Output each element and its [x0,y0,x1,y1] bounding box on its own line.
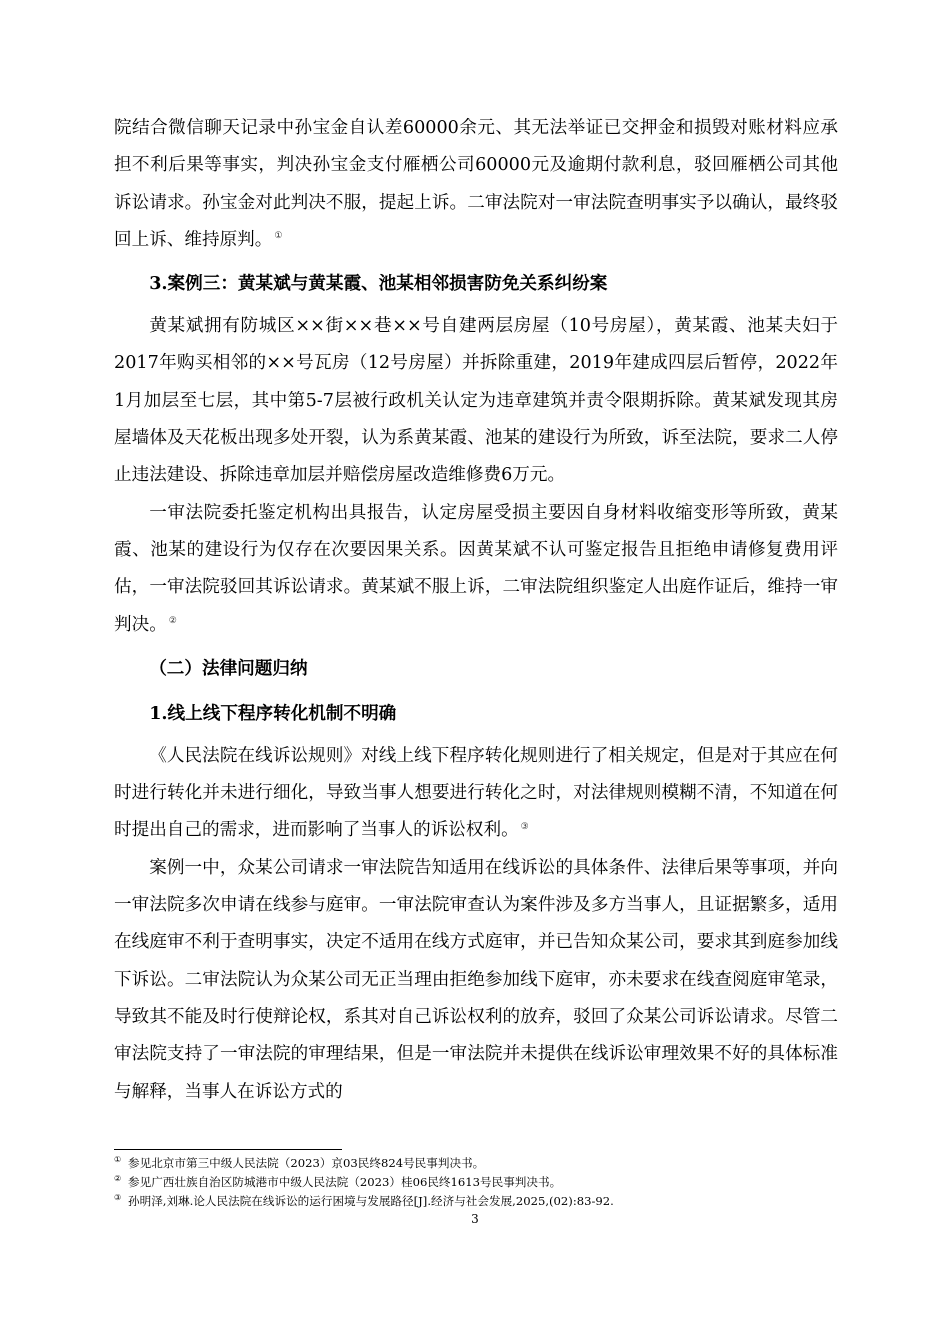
heading-issue-1: 1.线上线下程序转化机制不明确 [149,702,397,724]
page-number: 3 [471,1212,479,1226]
footnote-ref-2[interactable]: ② [168,615,177,626]
footnote-text: 参见北京市第三中级人民法院（2023）京03民终824号民事判决书。 [128,1156,485,1170]
footnote-ref-1[interactable]: ① [274,231,283,242]
footnote-ref-3[interactable]: ③ [520,821,529,832]
heading-case-3: 3.案例三：黄某斌与黄某霞、池某相邻损害防免关系纠纷案 [149,273,608,295]
paragraph-case-3-facts: 黄某斌拥有防城区××街××巷××号自建两层房屋（10号房屋），黄某霞、池某夫妇于2017年购买相邻的××号瓦房（12号房屋）并拆除重建，2019年建成四层后暂停，2022年1月加层至七层，其中第5-7层被行政机关认定为违章建筑并责令限期拆除。黄某斌发现其房屋墙体及天花板出现多处开裂，认为系黄某霞、池某的建设行为所致，诉至法院，要求二人停止违法建设、拆除违章加层并赔偿房屋改造维修费6万元。 [114,316,838,486]
footnote-2: ② 参见广西壮族自治区防城港市中级人民法院（2023）桂06民终1613号民事判决书。 [114,1174,562,1189]
footnotes [114,1154,838,1211]
main-body [114,110,838,1111]
footnote-text: 孙明泽,刘琳.论人民法院在线诉讼的运行困境与发展路径[J].经济与社会发展,2025,(02):83-92. [128,1194,614,1208]
paragraph-case-1-analysis: 案例一中，众某公司请求一审法院告知适用在线诉讼的具体条件、法律后果等事项，并向一审法院多次申请在线参与庭审。一审法院审查认为案件涉及多方当事人，且证据繁多，适用在线庭审不利于查明事实，决定不适用在线方式庭审，并已告知众某公司，要求其到庭参加线下诉讼。二审法院认为众某公司无正当理由拒绝参加线下庭审，亦未要求在线查阅庭审笔录，导致其不能及时行使辩论权，系其对自己诉讼权利的放弃，驳回了众某公司诉讼请求。尽管二审法院支持了一审法院的审理结果，但是一审法院并未提供在线诉讼审理效果不好的具体标准与解释，当事人在诉讼方式的 [114,857,838,1102]
heading-section-2: （二）法律问题归纳 [149,657,308,679]
footnote-3: ③ 孙明泽,刘琳.论人民法院在线诉讼的运行困境与发展路径[J].经济与社会发展,2025,(02):83-92. [114,1193,614,1208]
footnote-text: 参见广西壮族自治区防城港市中级人民法院（2023）桂06民终1613号民事判决书。 [128,1175,562,1189]
footnote-1: ① 参见北京市第三中级人民法院（2023）京03民终824号民事判决书。 [114,1155,485,1170]
paragraph-case-3-judgment: 一审法院委托鉴定机构出具报告，认定房屋受损主要因自身材料收缩变形等所致，黄某霞、池某的建设行为仅存在次要因果关系。因黄某斌不认可鉴定报告且拒绝申请修复费用评估，一审法院驳回其诉讼请求。黄某斌不服上诉，二审法院组织鉴定人出庭作证后，维持一审判决。 ② [114,502,838,635]
paragraph-issue-1-rule: 《人民法院在线诉讼规则》对线上线下程序转化规则进行了相关规定，但是对于其应在何时进行转化并未进行细化，导致当事人想要进行转化之时，对法律规则模糊不清，不知道在何时提出自己的需求，进而影响了当事人的诉讼权利。 ③ [114,745,838,841]
footnote-divider [114,1149,342,1150]
paragraph-continued: 院结合微信聊天记录中孙宝金自认差60000余元、其无法举证已交押金和损毁对账材料应承担不利后果等事实，判决孙宝金支付雁栖公司60000元及逾期付款利息，驳回雁栖公司其他诉讼请求。孙宝金对此判决不服，提起上诉。二审法院对一审法院查明事实予以确认，最终驳回上诉、维持原判。 ① [114,118,838,250]
